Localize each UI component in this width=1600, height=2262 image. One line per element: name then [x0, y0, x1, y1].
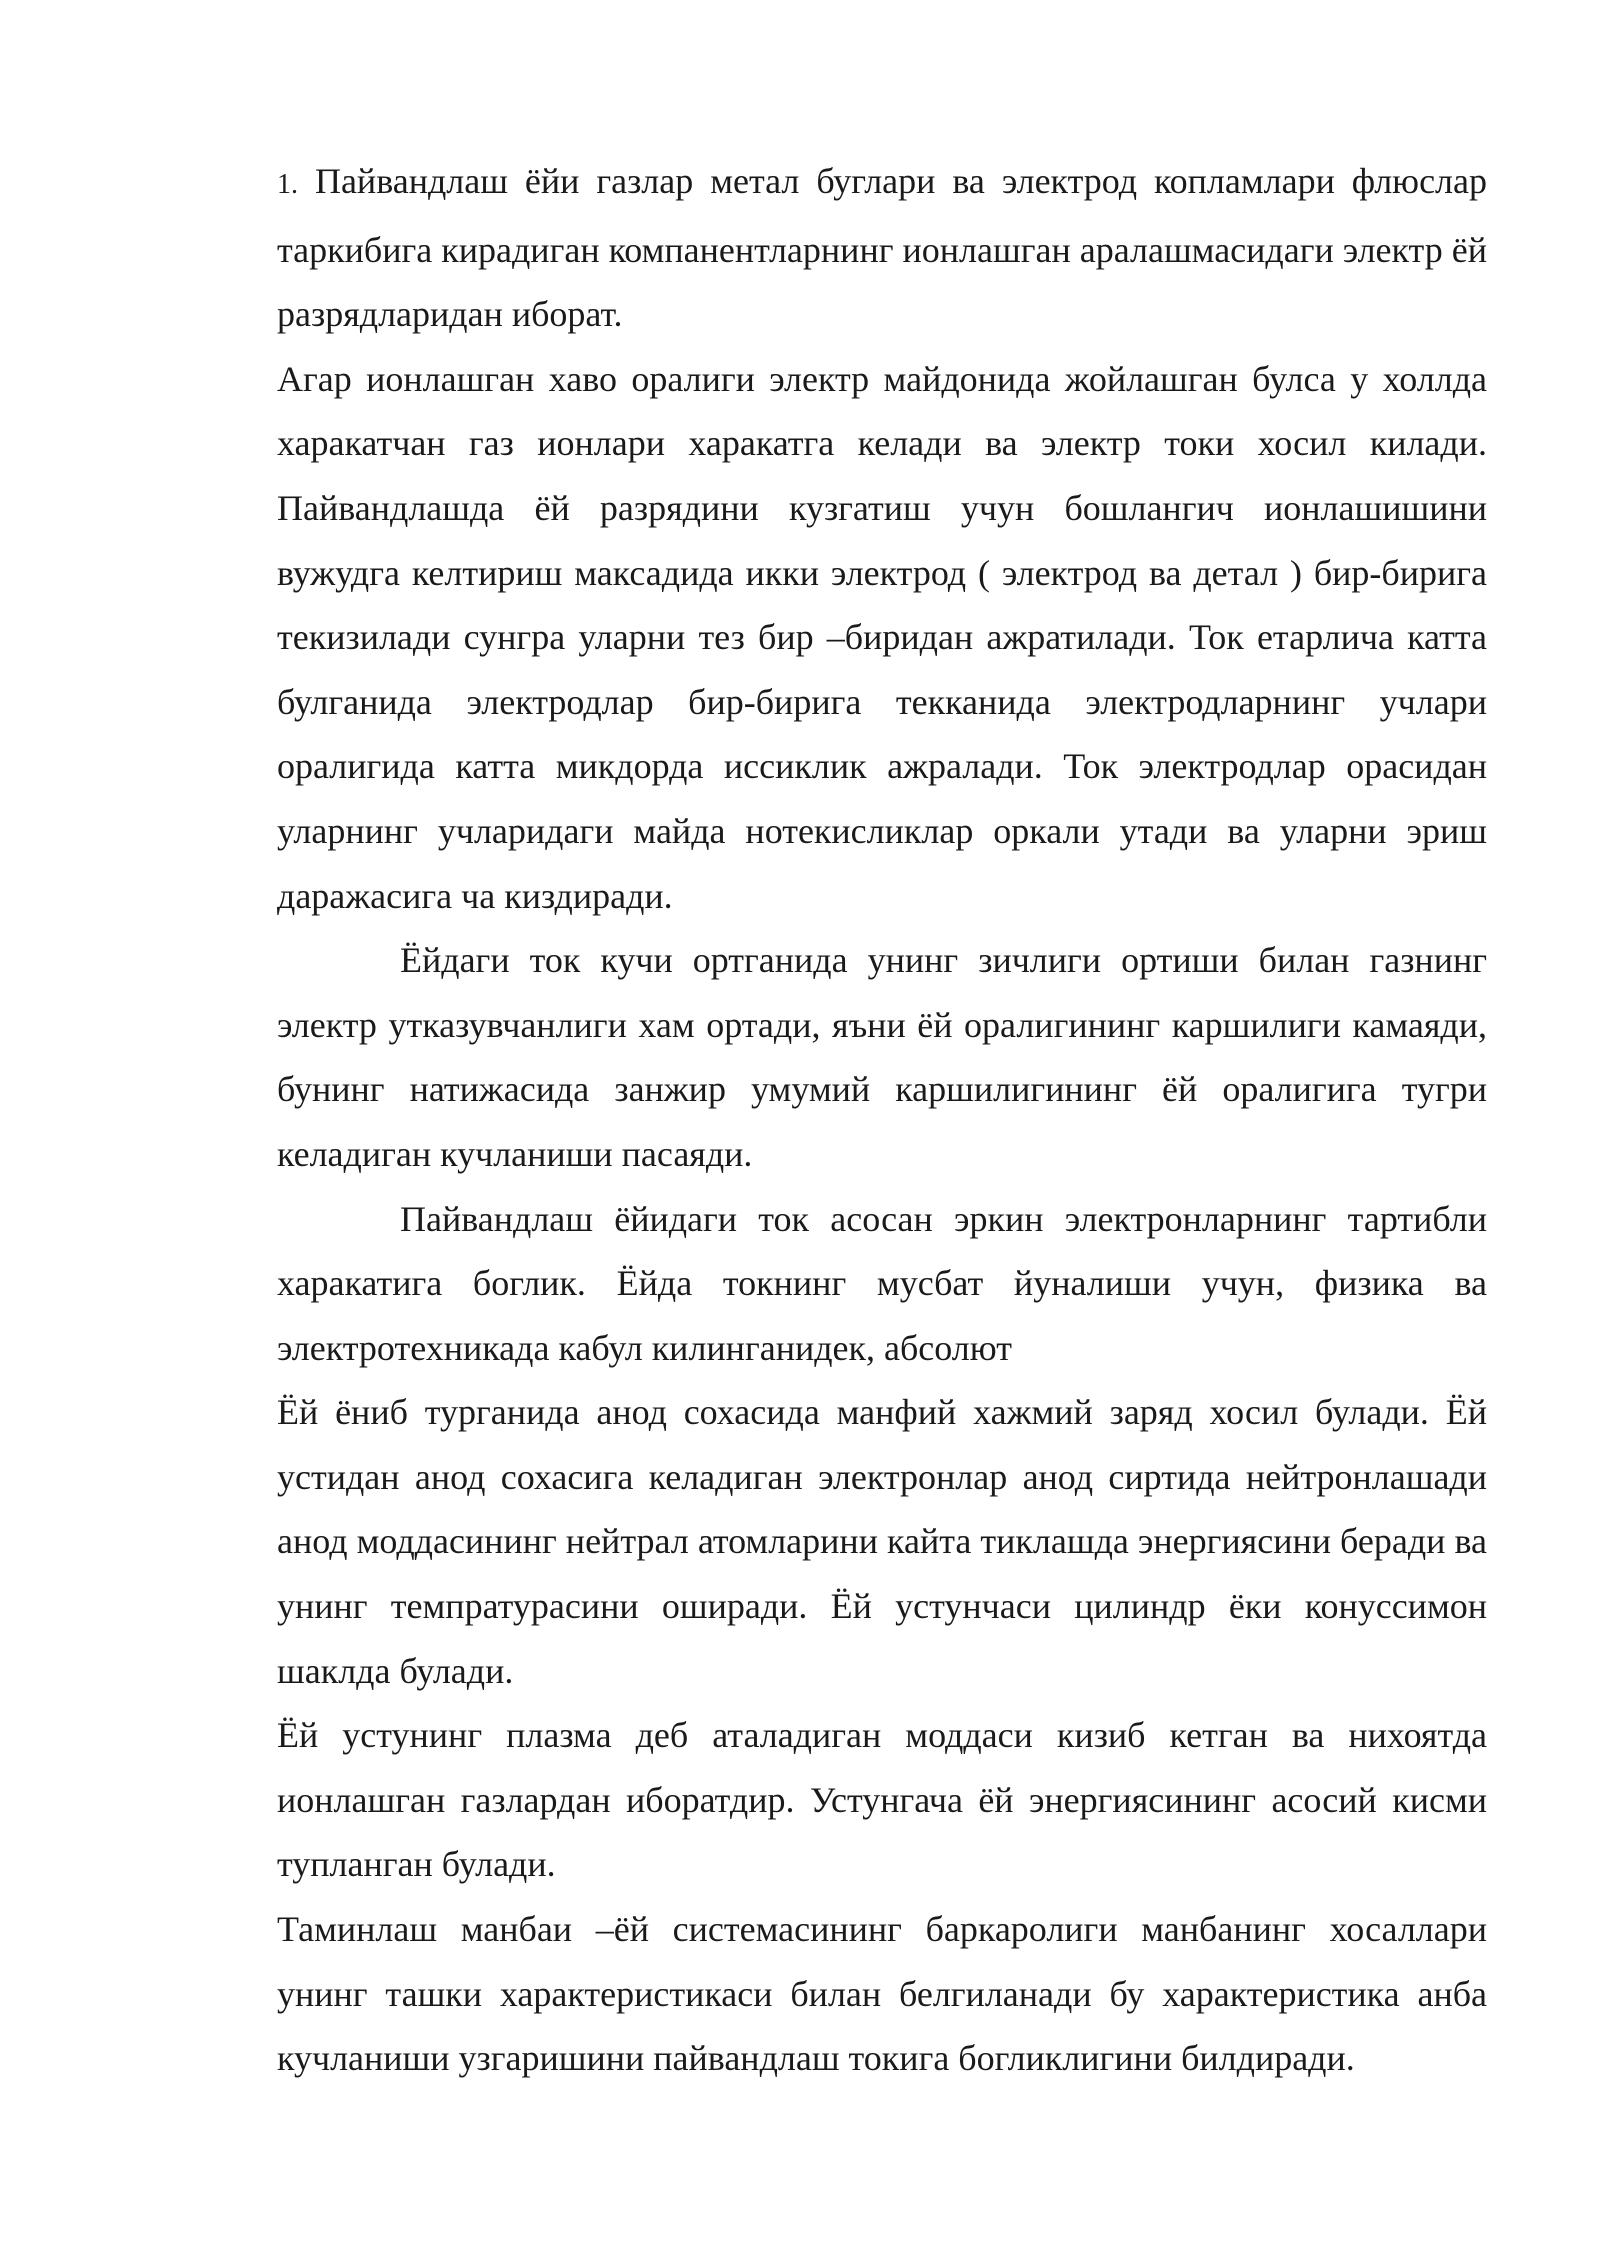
document-page [277, 149, 1487, 2091]
paragraph-6: Ёй устунинг плазма деб аталадиган моддаси кизиб кетган ва нихоятда ионлашган газлардан иборатдир. Устунгача ёй энергиясининг асосий кисми тупланган булади. [277, 1715, 1487, 1885]
paragraph-3: Ёйдаги ток кучи ортганида унинг зичлиги ортиши билан газнинг электр утказувчанлиги хам ортади, яъни ёй оралигининг каршилиги камаяди, бунинг натижасида занжир умумий каршилигининг ёй оралигига тугри келадиган кучланиши пасаяди. [277, 940, 1487, 1174]
paragraph-4: Пайвандлаш ёйидаги ток асосан эркин электронларнинг тартибли харакатига боглик. Ёйда токнинг мусбат йуналиши учун, физика ва электротехникада кабул килинганидек, абсолют [277, 1198, 1487, 1368]
item-number: 1. [277, 169, 298, 200]
paragraph-1 [277, 149, 1487, 347]
paragraph-2: Агар ионлашган хаво оралиги электр майдонида жойлашган булса у холлда харакатчан газ ионлари харакатга келади ва электр токи хосил килади. Пайвандлашда ёй разрядини кузгатиш учун бошлангич ионлашишини вужудга келтириш максадида икки электрод ( электрод ва детал ) бир-бирига текизилади сунгра уларни тез бир –биридан ажратилади. Ток етарлича катта булганида электродлар бир-бирига текканида электродларнинг учлари оралигида катта микдорда иссиклик ажралади. Ток электродлар орасидан уларнинг учларидаги майда нотекисликлар оркали утади ва уларни эриш даражасига ча киздиради. [277, 358, 1487, 916]
paragraph-5: Ёй ёниб турганида анод сохасида манфий хажмий заряд хосил булади. Ёй устидан анод сохасига келадиган электронлар анод сиртида нейтронлашади анод моддасининг нейтрал атомларини кайта тиклашда энергиясини беради ва унинг темпратурасини оширади. Ёй устунчаси цилиндр ёки конуссимон шаклда булади. [277, 1392, 1487, 1691]
paragraph-1-text: Пайвандлаш ёйи газлар метал буглари ва электрод копламлари флюслар таркибига кирадиган компанентларнинг ионлашган аралашмасидаги электр ёй разрядларидан иборат. [277, 161, 1487, 335]
paragraph-7: Таминлаш манбаи –ёй системасининг баркаролиги манбанинг хосаллари унинг ташки характеристикаси билан белгиланади бу характеристика анба кучланиши узгаришини пайвандлаш токига богликлигини билдиради. [277, 1909, 1487, 2079]
